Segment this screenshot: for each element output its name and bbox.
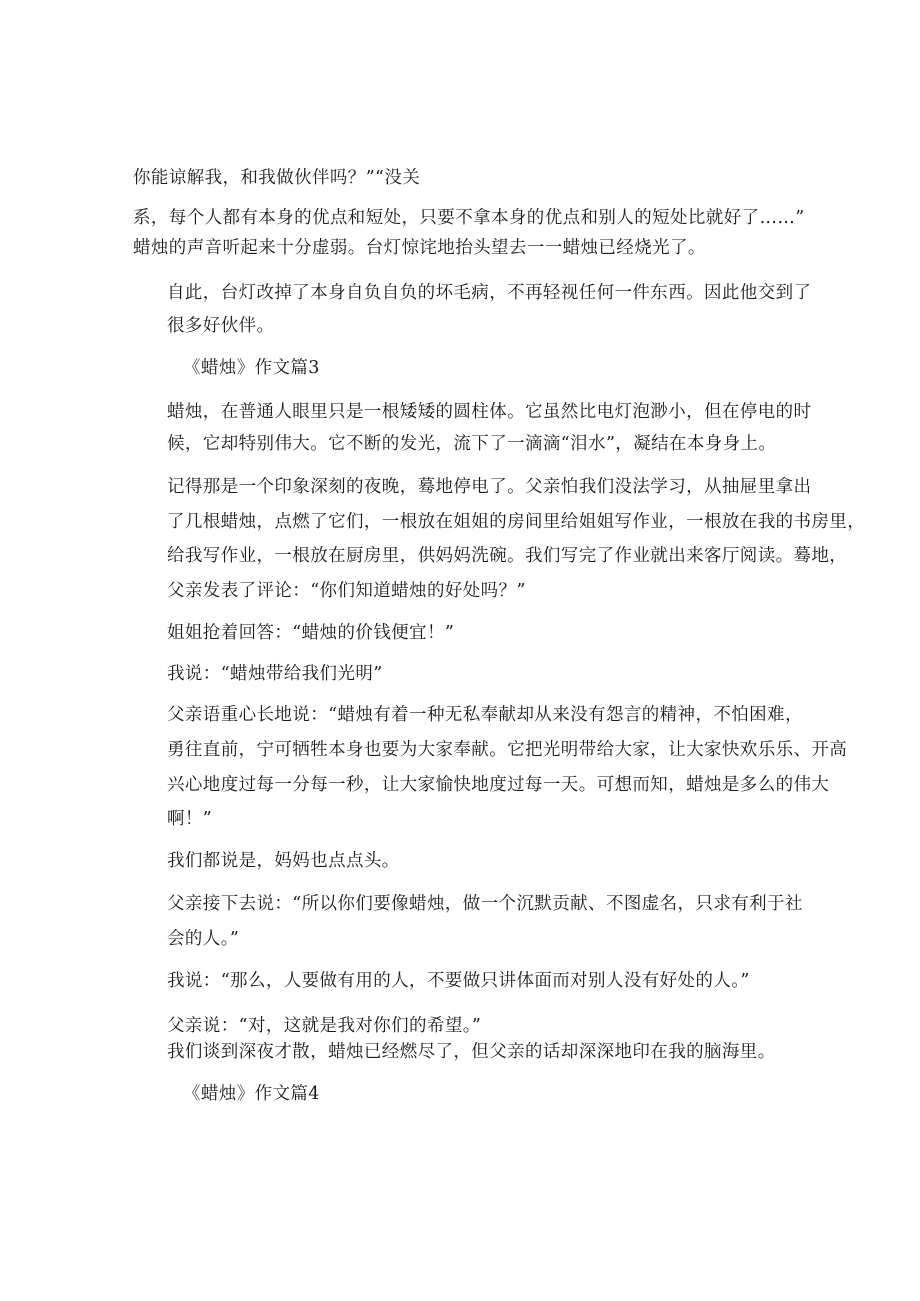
text-line: 父亲发表了评论：“你们知道蜡烛的好处吗？” [167,581,526,601]
text-line: 我说：“蜡烛带给我们光明” [167,664,383,684]
text-line: 我们谈到深夜才散，蜡烛已经燃尽了，但父亲的话却深深地印在我的脑海里。 [167,1042,776,1062]
text-line: 给我写作业，一根放在厨房里，供妈妈洗碗。我们写完了作业就出来客厅阅读。蓦地， [167,546,848,566]
text-line: 我们都说是，妈妈也点点头。 [167,851,400,871]
text-line: 你能谅解我，和我做伙伴吗？”“没关 [133,168,421,188]
text-line: 父亲说：“对，这就是我对你们的希望。” [167,1016,482,1036]
text-line: 蜡烛，在普通人眼里只是一根矮矮的圆柱体。它虽然比电灯泡渺小，但在停电的时 [167,402,812,422]
section-heading: 《蜡烛》作文篇3 [183,358,320,378]
text-line: 兴心地度过每一分每一秒，让大家愉快地度过每一天。可想而知，蜡烛是多么的伟大 [167,775,830,795]
text-line: 自此，台灯改掉了本身自负自负的坏毛病，不再轻视任何一件东西。因此他交到了 [167,283,812,303]
text-line: 我说：“那么，人要做有用的人，不要做只讲体面而对别人没有好处的人。” [167,971,750,991]
text-line: 姐姐抢着回答：“蜡烛的价钱便宜！” [167,623,455,643]
text-line: 记得那是一个印象深刻的夜晚，蓦地停电了。父亲怕我们没法学习，从抽屉里拿出 [167,477,812,497]
text-line: 很多好伙伴。 [167,316,275,336]
text-line: 父亲接下去说：“所以你们要像蜡烛，做一个沉默贡献、不图虚名，只求有利于社 [167,894,803,914]
text-line: 系，每个人都有本身的优点和短处，只要不拿本身的优点和别人的短处比就好了……” [133,208,805,228]
section-heading: 《蜡烛》作文篇4 [183,1084,320,1104]
text-line: 勇往直前，宁可牺牲本身也要为大家奉献。它把光明带给大家，让大家快欢乐乐、开高 [167,740,848,760]
text-line: 会的人。” [167,929,240,949]
text-line: 父亲语重心长地说：“蜡烛有着一种无私奉献却从来没有怨言的精神，不怕困难， [167,705,803,725]
text-line: 候，它却特别伟大。它不断的发光，流下了一滴滴“泪水”，凝结在本身身上。 [167,434,777,454]
text-line: 了几根蜡烛，点燃了它们，一根放在姐姐的房间里给姐姐写作业，一根放在我的书房里， [167,512,866,532]
text-line: 蜡烛的声音听起来十分虚弱。台灯惊诧地抬头望去一一蜡烛已经烧光了。 [133,238,706,258]
text-line: 啊！” [167,809,213,829]
